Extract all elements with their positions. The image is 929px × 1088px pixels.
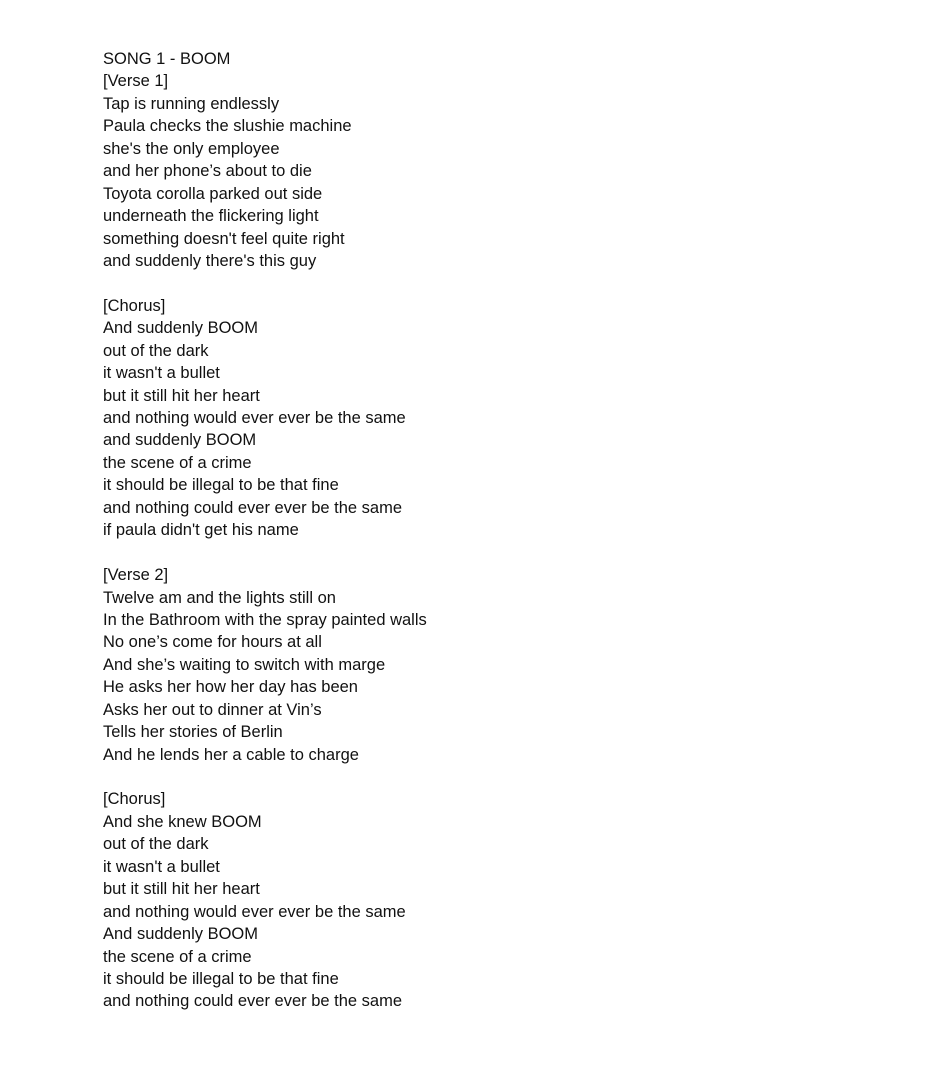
- stanza-gap: [103, 272, 883, 294]
- lyric-line: He asks her how her day has been: [103, 678, 358, 697]
- lyric-line: Toyota corolla parked out side: [103, 184, 323, 203]
- section-verse-2: [103, 564, 883, 766]
- section-chorus-1: [103, 295, 883, 542]
- lyric-line: it wasn't a bullet: [103, 857, 220, 876]
- lyric-line: No one’s come for hours at all: [103, 633, 322, 652]
- section-heading: [Chorus]: [103, 790, 166, 809]
- lyric-line: something doesn't feel quite right: [103, 229, 345, 248]
- lyric-line: but it still hit her heart: [103, 386, 260, 405]
- lyric-line: and nothing could ever ever be the same: [103, 498, 403, 517]
- lyric-line: the scene of a crime: [103, 947, 252, 966]
- lyric-line: but it still hit her heart: [103, 880, 260, 899]
- lyric-line: Paula checks the slushie machine: [103, 117, 352, 136]
- lyric-line: And suddenly BOOM: [103, 925, 258, 944]
- lyric-line: and nothing would ever ever be the same: [103, 409, 406, 427]
- lyric-line: and nothing could ever ever be the same: [103, 992, 403, 1011]
- lyric-line: underneath the flickering light: [103, 207, 319, 226]
- lyric-line: And she’s waiting to switch with marge: [103, 655, 386, 674]
- section-verse-1: [103, 70, 883, 272]
- lyric-line: And he lends her a cable to charge: [103, 745, 359, 764]
- lyric-line: it should be illegal to be that fine: [103, 969, 339, 988]
- stanza-gap: [103, 542, 883, 564]
- lyric-line: it wasn't a bullet: [103, 364, 220, 383]
- section-heading: [Verse 2]: [103, 566, 169, 585]
- lyric-line: Twelve am and the lights still on: [103, 588, 336, 607]
- lyric-line: And she knew BOOM: [103, 812, 262, 831]
- song-title: SONG 1 - BOOM: [103, 50, 231, 68]
- lyric-line: Tap is running endlessly: [103, 94, 280, 113]
- lyric-line: out of the dark: [103, 835, 209, 854]
- lyric-line: Asks her out to dinner at Vin’s: [103, 700, 322, 719]
- lyric-line: and her phone’s about to die: [103, 162, 312, 181]
- lyric-line: she's the only employee: [103, 139, 280, 158]
- lyric-line: Tells her stories of Berlin: [103, 723, 283, 742]
- lyrics-document: [103, 48, 883, 1013]
- lyric-line: and suddenly there's this guy: [103, 251, 317, 270]
- section-heading: [Chorus]: [103, 296, 166, 315]
- lyric-line: and suddenly BOOM: [103, 431, 257, 450]
- lyric-line: In the Bathroom with the spray painted walls: [103, 610, 427, 629]
- lyric-line: and nothing would ever ever be the same: [103, 902, 406, 921]
- lyric-line: And suddenly BOOM: [103, 319, 258, 338]
- stanza-gap: [103, 766, 883, 788]
- lyric-line: the scene of a crime: [103, 453, 252, 472]
- section-heading: [Verse 1]: [103, 72, 169, 91]
- lyric-line: it should be illegal to be that fine: [103, 476, 339, 495]
- lyric-line: if paula didn't get his name: [103, 521, 299, 540]
- section-chorus-2: [103, 788, 883, 1012]
- lyric-line: out of the dark: [103, 341, 209, 360]
